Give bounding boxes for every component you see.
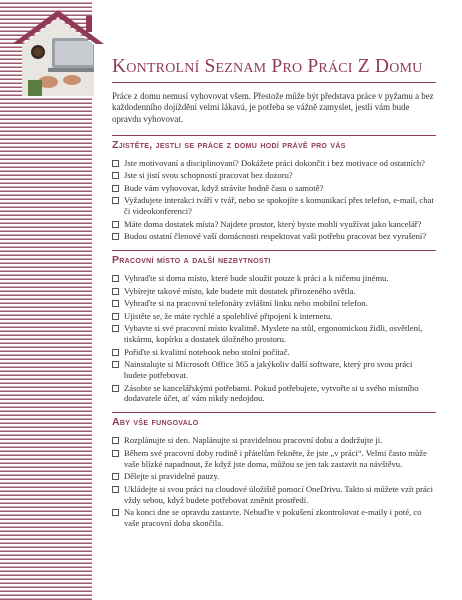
item-text: Máte doma dostatek místa? Najdete prostor, který byste mohli využívat jako kancelář? <box>124 218 422 229</box>
list-item <box>112 484 436 506</box>
checkbox[interactable] <box>112 450 119 457</box>
list-item <box>112 195 436 217</box>
item-text: Dělejte si pravidelné pauzy. <box>124 471 220 482</box>
list-item <box>112 183 436 194</box>
list-item <box>112 311 436 322</box>
item-text: Vyhraďte si na pracovní telefonáty zvláštní linku nebo mobilní telefon. <box>124 298 368 309</box>
list-item <box>112 383 436 405</box>
list-item <box>112 158 436 169</box>
checkbox[interactable] <box>112 349 119 356</box>
item-text: Zásobte se kancelářskými potřebami. Pokud potřebujete, vytvořte si u svého místního dodavatele účet, ať vám nikdy nedojdou. <box>124 382 419 404</box>
checkbox[interactable] <box>112 288 119 295</box>
item-text: Bude vám vyhovovat, když strávíte hodně času o samotě? <box>124 182 324 193</box>
checkbox[interactable] <box>112 172 119 179</box>
checkbox[interactable] <box>112 300 119 307</box>
item-text: Vybavte si své pracovní místo kvalitně. Myslete na stůl, ergonomickou židli, osvětlení, tiskárnu, kopírku a dostatek úložného prostoru. <box>124 323 423 345</box>
section-heading-workspace: Pracovní místo a další nezbytnosti <box>112 254 271 267</box>
item-text: Během své pracovní doby rodině i přátelům řekněte, že jste „v práci“. Velmi často může vaše blízké napadnout, že když jste doma, můžou se jen tak zastavit na návštěvu. <box>124 447 427 469</box>
checkbox[interactable] <box>112 361 119 368</box>
checkbox[interactable] <box>112 221 119 228</box>
checkbox[interactable] <box>112 385 119 392</box>
list-item <box>112 273 436 284</box>
list-item <box>112 435 436 446</box>
section-rule <box>112 135 436 136</box>
item-text: Pořiďte si kvalitní notebook nebo stolní počítač. <box>124 346 290 357</box>
list-item <box>112 298 436 309</box>
item-text: Jste si jistí svou schopností pracovat bez dozoru? <box>124 170 293 181</box>
list-item <box>112 231 436 242</box>
list-item <box>112 507 436 529</box>
item-text: Vyhraďte si doma místo, které bude sloužit pouze k práci a k ničemu jinému. <box>124 273 389 284</box>
list-item <box>112 448 436 470</box>
item-text: Na konci dne se opravdu zastavte. Nebuďte v pokušení zkontrolovat e-maily i poté, co vaše pracovní doba skončila. <box>124 507 422 529</box>
checklist-fit <box>112 158 436 242</box>
list-item <box>112 347 436 358</box>
section-heading-fit: Zjistěte, jestli se práce z domu hodí právě pro vás <box>112 138 346 151</box>
item-text: Rozplánujte si den. Naplánujte si pravidelnou pracovní dobu a dodržujte ji. <box>124 435 383 446</box>
list-item <box>112 219 436 230</box>
checkbox[interactable] <box>112 473 119 480</box>
checkbox[interactable] <box>112 313 119 320</box>
item-text: Jste motivovaní a disciplinovaní? Dokážete práci dokončit i bez motivace od ostatních? <box>124 157 425 168</box>
list-item <box>112 323 436 345</box>
item-text: Ukládejte si svou práci na cloudové úložiště pomocí OneDrivu. Takto si můžete vzít práci vždy sebou, když budete potřebovat změnit prostředí. <box>124 483 434 505</box>
checkbox[interactable] <box>112 160 119 167</box>
checkbox[interactable] <box>112 509 119 516</box>
checkbox[interactable] <box>112 233 119 240</box>
item-text: Nainstalujte si Microsoft Office 365 a jakýkoliv další software, který pro svou práci budete potřebovat. <box>124 359 413 381</box>
checklist-workspace <box>112 273 436 404</box>
list-item <box>112 359 436 381</box>
list-item <box>112 471 436 482</box>
checkbox[interactable] <box>112 185 119 192</box>
intro-paragraph: Práce z domu nemusí vyhovovat všem. Přestože může být představa práce v pyžamu a bez každodenního dojíždění velmi lákavá, je potřeba se vážně zamyslet, jestli vám bude opravdu vyhovovat. <box>112 91 434 124</box>
item-text: Vyžadujete interakci tváří v tvář, nebo se spokojíte s komunikací přes telefon, e-mail, chat či videokonferenci? <box>124 195 434 217</box>
list-item <box>112 170 436 181</box>
section-rule <box>112 412 436 413</box>
checkbox[interactable] <box>112 486 119 493</box>
page-title: Kontrolní Seznam Pro Práci Z Domu <box>112 56 423 77</box>
checkbox[interactable] <box>112 325 119 332</box>
item-text: Ujistěte se, že máte rychlé a spolehlivé připojení k internetu. <box>124 310 333 321</box>
section-heading-routine: Aby vše fungovalo <box>112 416 199 429</box>
checkbox[interactable] <box>112 437 119 444</box>
house-laptop-image <box>8 8 108 98</box>
section-rule <box>112 250 436 251</box>
list-item <box>112 286 436 297</box>
checkbox[interactable] <box>112 197 119 204</box>
checklist-document <box>112 56 436 537</box>
item-text: Budou ostatní členové vaší domácnosti respektovat vaši potřebu pracovat bez vyrušení? <box>124 231 427 242</box>
checkbox[interactable] <box>112 275 119 282</box>
title-rule <box>112 82 436 83</box>
checklist-routine <box>112 435 436 529</box>
item-text: Vybírejte takové místo, kde budete mít dostatek přirozeného světla. <box>124 285 356 296</box>
